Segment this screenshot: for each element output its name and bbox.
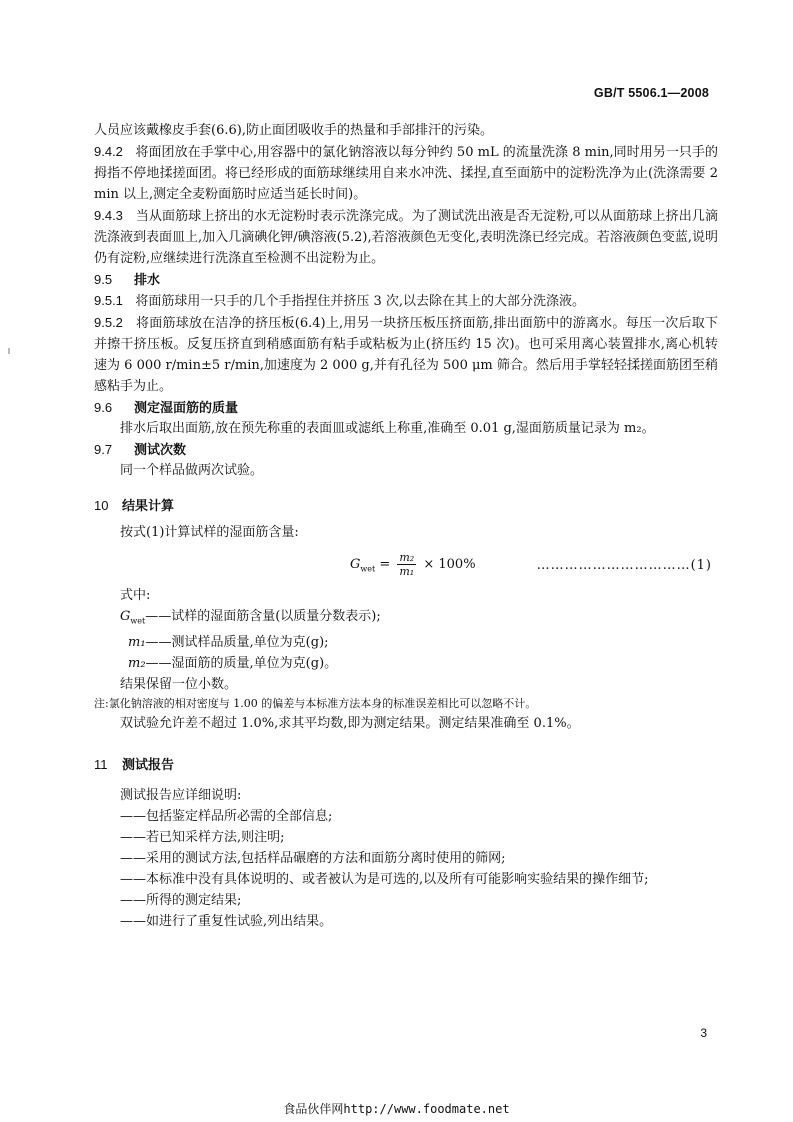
definition-symbol: m₁ <box>128 634 146 650</box>
decimal-note: 结果保留一位小数。 <box>120 676 238 692</box>
definition-subscript: wet <box>130 616 146 626</box>
clause-9-5-2 <box>94 312 718 397</box>
section-title: 测试报告 <box>122 756 175 772</box>
definition-text: ——湿面筋的质量,单位为克(g)。 <box>145 655 338 671</box>
formula-numerator: m₂ <box>399 551 415 564</box>
clause-9-4-2 <box>94 141 718 205</box>
page-number: 3 <box>700 1026 707 1040</box>
definition-g-wet <box>94 606 718 632</box>
section-10-heading <box>94 495 718 516</box>
definition-text: ——试样的湿面筋含量(以质量分数表示); <box>145 609 381 624</box>
section-number: 11 <box>94 756 108 772</box>
scan-mark <box>8 348 10 354</box>
clause-9-5-1 <box>94 290 718 312</box>
definition-text: ——测试样品质量,单位为克(g); <box>145 634 329 650</box>
section-9-6-heading <box>94 397 718 418</box>
report-item: ——若已知采样方法,则注明; <box>120 829 285 845</box>
clause-number: 9.4.3 <box>94 208 123 223</box>
tolerance-text: 双试验允许差不超过 1.0%,求其平均数,即为测定结果。测定结果准确至 0.1%。 <box>120 715 580 731</box>
standard-code: GB/T 5506.1—2008 <box>593 86 709 100</box>
section-number: 9.6 <box>94 400 113 415</box>
report-item: ——如进行了重复性试验,列出结果。 <box>120 913 333 929</box>
section-9-7-heading <box>94 439 718 460</box>
section-title: 测定湿面筋的质量 <box>134 400 239 415</box>
section-9-7-text: 同一个样品做两次试验。 <box>120 463 264 478</box>
clause-number: 9.4.2 <box>94 144 123 159</box>
formula-equals: = <box>379 557 391 572</box>
clause-9-4-3 <box>94 205 718 269</box>
formula-1 <box>94 547 718 581</box>
formula-lhs: G <box>350 557 361 572</box>
continuation-text: 人员应该戴橡皮手套(6.6),防止面团吸收手的热量和手部排汗的污染。 <box>94 123 493 138</box>
definition-symbol: m₂ <box>128 655 146 671</box>
formula-lhs-subscript: wet <box>360 564 376 574</box>
section-9-6-text: 排水后取出面筋,放在预先称重的表面皿或滤纸上称重,准确至 0.01 g,湿面筋质量记录为 m₂。 <box>120 421 655 436</box>
report-item: ——所得的测定结果; <box>120 892 242 908</box>
note-text: 注:氯化钠溶液的相对密度与 1.00 的偏差与本标准方法本身的标准误差相比可以忽略不计。 <box>94 696 537 710</box>
report-item: ——包括鉴定样品所必需的全部信息; <box>120 808 333 824</box>
definition-m2 <box>94 653 718 674</box>
clause-number: 9.5.1 <box>94 293 123 308</box>
footer-watermark: 食品伙伴网http://www.foodmate.net <box>283 1102 510 1116</box>
clause-number: 9.5.2 <box>94 315 123 330</box>
clause-text: 将面筋球用一只手的几个手指捏住并挤压 3 次,以去除在其上的大部分洗涤液。 <box>135 294 585 309</box>
report-item: ——采用的测试方法,包括样品碾磨的方法和面筋分离时使用的筛网; <box>120 850 506 866</box>
section-number: 9.5 <box>94 272 113 287</box>
formula-denominator: m₁ <box>399 565 415 578</box>
section-title: 结果计算 <box>122 498 175 513</box>
section-9-5-heading <box>94 269 718 290</box>
clause-text: 将面团放在手掌中心,用容器中的氯化钠溶液以每分钟约 50 mL 的流量洗涤 8 min,同时用另一只手的拇指不停地揉搓面团。将已经形成的面筋球继续用自来水冲洗、揉捏,直至面筋中的淀粉洗净为止(洗涤需要 2 min 以上,测定全麦粉面筋时应适当延长时间)。 <box>94 145 718 202</box>
formula-expression <box>350 551 476 580</box>
formula-intro: 按式(1)计算试样的湿面筋含量: <box>120 525 299 540</box>
section-11-heading <box>94 754 718 775</box>
section-number: 9.7 <box>94 442 113 457</box>
report-intro: 测试报告应详细说明: <box>120 787 242 803</box>
clause-text: 将面筋球放在洁净的挤压板(6.4)上,用另一块挤压板压挤面筋,排出面筋中的游离水。每压一次后取下并擦干挤压板。反复压挤直到稍感面筋有粘手或粘板为止(挤压约 15 次)。也可采用离心装置排水,离心机转速为 6 000 r/min±5 r/min,加速度为 2 000 g,并有孔径为 500 μm 筛合。然后用手掌轻轻揉搓面筋团至稍感粘手为止。 <box>94 316 718 394</box>
formula-number: ……………………………(1) <box>536 558 712 573</box>
formula-where: 式中: <box>120 588 151 603</box>
section-number: 10 <box>94 498 109 513</box>
formula-fraction <box>397 551 416 578</box>
page-content <box>94 120 718 932</box>
section-title: 排水 <box>134 272 161 287</box>
clause-text: 当从面筋球上挤出的水无淀粉时表示洗涤完成。为了测试洗出液是否无淀粉,可以从面筋球上挤出几滴洗涤液到表面皿上,加入几滴碘化钾/碘溶液(5.2),若溶液颜色无变化,表明洗涤已经完成。若溶液颜色变蓝,说明仍有淀粉,应继续进行洗涤直至检测不出淀粉为止。 <box>94 209 718 266</box>
definition-symbol: G <box>120 609 131 624</box>
formula-multiplier: × 100% <box>423 557 476 572</box>
section-title: 测试次数 <box>134 442 187 457</box>
definition-m1 <box>94 632 718 653</box>
report-item: ——本标准中没有具体说明的、或者被认为是可选的,以及所有可能影响实验结果的操作细节; <box>120 871 649 887</box>
